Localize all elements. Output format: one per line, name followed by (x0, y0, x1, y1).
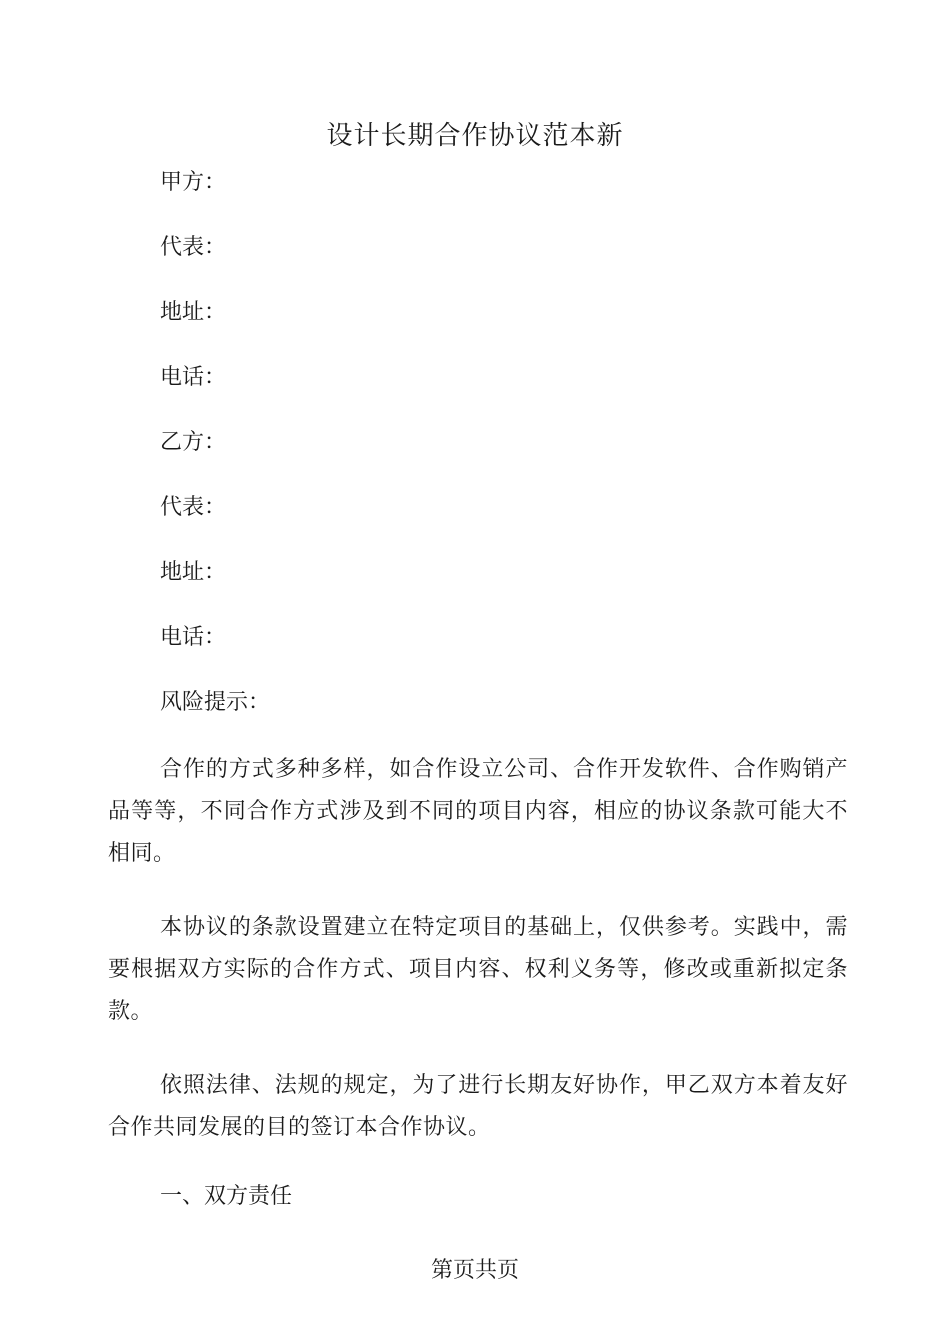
page-footer: 第页共页 (430, 1258, 519, 1283)
document-title: 设计长期合作协议范本新 (326, 121, 624, 151)
paragraph-reference-only: 本协议的条款设置建立在特定项目的基础上，仅供参考。实践中，需要根据双方实际的合作方式、项目内容、权利义务等，修改或重新拟定条款。 (108, 915, 848, 1024)
party-b-address-label: 地址： (160, 560, 227, 585)
section-heading-responsibilities: 一、双方责任 (160, 1184, 293, 1209)
party-a-phone-label: 电话： (160, 365, 227, 390)
paragraph-cooperation-methods: 合作的方式多种多样，如合作设立公司、合作开发软件、合作购销产品等等，不同合作方式涉及到不同的项目内容，相应的协议条款可能大不相同。 (108, 757, 848, 866)
paragraph-legal-basis: 依照法律、法规的规定，为了进行长期友好协作，甲乙双方本着友好合作共同发展的目的签订本合作协议。 (108, 1073, 848, 1140)
party-b-representative-label: 代表： (160, 495, 227, 520)
party-b-phone-label: 电话： (160, 625, 227, 650)
party-a-representative-label: 代表： (160, 235, 227, 260)
party-b-label: 乙方： (160, 430, 227, 455)
party-a-label: 甲方： (160, 170, 227, 195)
risk-notice-label: 风险提示： (160, 690, 271, 715)
party-a-address-label: 地址： (160, 300, 227, 325)
